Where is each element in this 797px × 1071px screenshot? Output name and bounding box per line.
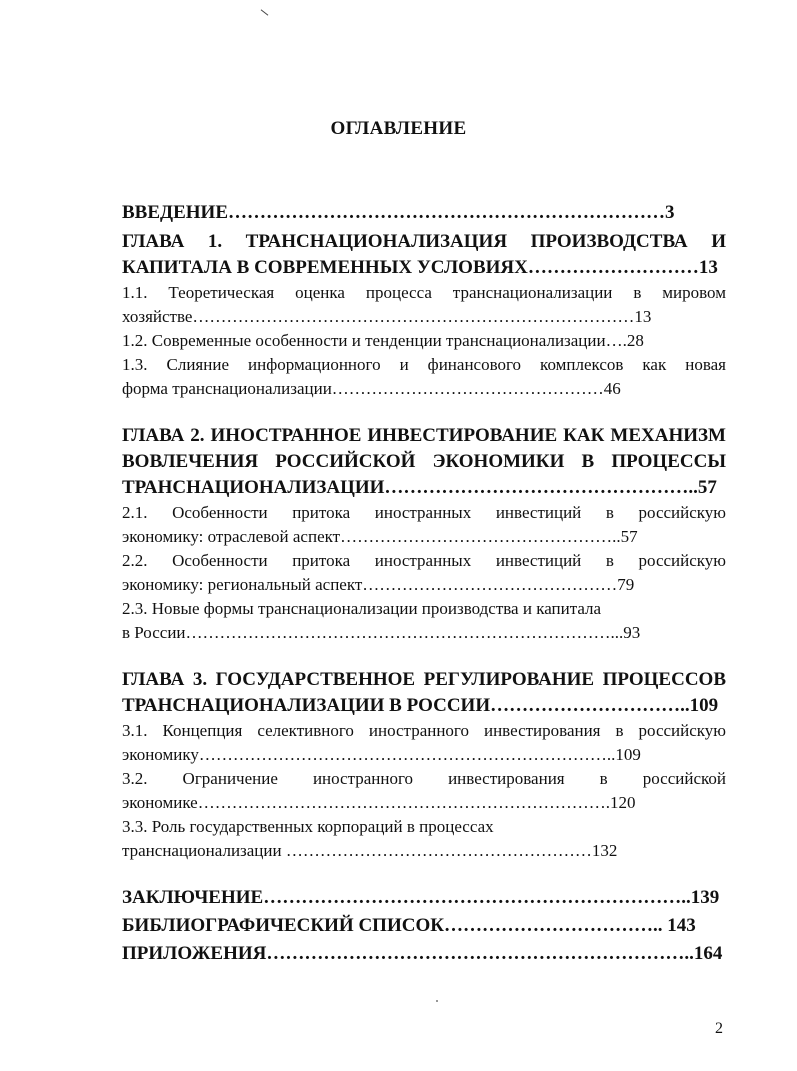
toc-entry-appendices[interactable] xyxy=(122,941,726,967)
toc-line: хозяйстве……………………………………………………………………13 xyxy=(122,307,652,326)
toc-entry-section-2-3[interactable] xyxy=(122,597,726,645)
page-title: ОГЛАВЛЕНИЕ xyxy=(330,118,467,139)
toc-line: экономику: отраслевой аспект…………………………………………..57 xyxy=(122,527,638,546)
toc-entry-section-3-3[interactable] xyxy=(122,815,726,863)
toc-line: экономике……………………………………………………………….120 xyxy=(122,793,636,812)
toc-entry-introduction[interactable] xyxy=(122,200,726,226)
toc-entry-section-1-1[interactable] xyxy=(122,281,726,329)
toc-line: ГЛАВА 2. ИНОСТРАННОЕ ИНВЕСТИРОВАНИЕ КАК МЕХАНИЗМ xyxy=(122,425,726,446)
toc-line: форма транснационализации…………………………………………46 xyxy=(122,379,621,398)
toc-line: 1.3. Слияние информационного и финансового комплексов как новая xyxy=(122,355,726,374)
toc-line: транснационализации ………………………………………………132 xyxy=(122,841,618,860)
toc-line: ГЛАВА 3. ГОСУДАРСТВЕННОЕ РЕГУЛИРОВАНИЕ ПРОЦЕССОВ xyxy=(122,669,726,690)
toc-line: в России…………………………………………………………………...93 xyxy=(122,623,641,642)
toc-entry-bibliography[interactable] xyxy=(122,913,726,939)
toc-entry-section-3-1[interactable] xyxy=(122,719,726,767)
table-of-contents xyxy=(122,200,726,967)
toc-entry-chapter-3[interactable] xyxy=(122,667,726,719)
toc-line: КАПИТАЛА В СОВРЕМЕННЫХ УСЛОВИЯХ………………………13 xyxy=(122,257,718,278)
toc-entry-section-1-2[interactable] xyxy=(122,329,726,353)
toc-entry-conclusion[interactable] xyxy=(122,885,726,911)
toc-entry-section-2-1[interactable] xyxy=(122,501,726,549)
toc-line: ВОВЛЕЧЕНИЯ РОССИЙСКОЙ ЭКОНОМИКИ В ПРОЦЕССЫ xyxy=(122,451,726,472)
toc-entry-section-3-2[interactable] xyxy=(122,767,726,815)
toc-line: ПРИЛОЖЕНИЯ…………………………………………………………..164 xyxy=(122,943,723,964)
toc-line: ВВЕДЕНИЕ……………………………………………………………3 xyxy=(122,202,675,223)
toc-line: 3.2. Ограничение иностранного инвестирования в российской xyxy=(122,769,726,788)
toc-line: БИБЛИОГРАФИЧЕСКИЙ СПИСОК…………………………….. 143 xyxy=(122,915,696,936)
toc-line: ГЛАВА 1. ТРАНСНАЦИОНАЛИЗАЦИЯ ПРОИЗВОДСТВА И xyxy=(122,231,726,252)
toc-line: экономику………………………………………………………………..109 xyxy=(122,745,641,764)
toc-entry-section-1-3[interactable] xyxy=(122,353,726,401)
toc-entry-chapter-1[interactable] xyxy=(122,229,726,281)
toc-line: 3.1. Концепция селективного иностранного инвестирования в российскую xyxy=(122,721,726,740)
toc-line: 3.3. Роль государственных корпораций в процессах xyxy=(122,817,494,836)
toc-line: 2.3. Новые формы транснационализации производства и капитала xyxy=(122,599,602,618)
toc-entry-chapter-2[interactable] xyxy=(122,423,726,501)
toc-line: ТРАНСНАЦИОНАЛИЗАЦИИ…………………………………………..57 xyxy=(122,477,717,498)
toc-line: 2.2. Особенности притока иностранных инвестиций в российскую xyxy=(122,551,726,570)
toc-line: 1.1. Теоретическая оценка процесса транснационализации в мировом xyxy=(122,283,726,302)
toc-line: ТРАНСНАЦИОНАЛИЗАЦИИ В РОССИИ…………………………..109 xyxy=(122,695,719,716)
scan-artifact xyxy=(261,9,269,15)
page-number: 2 xyxy=(715,1020,723,1037)
toc-line: ЗАКЛЮЧЕНИЕ…………………………………………………………..139 xyxy=(122,887,720,908)
toc-line: 1.2. Современные особенности и тенденции транснационализации….28 xyxy=(122,331,644,350)
toc-entry-section-2-2[interactable] xyxy=(122,549,726,597)
toc-line: 2.1. Особенности притока иностранных инвестиций в российскую xyxy=(122,503,726,522)
toc-line: экономику: региональный аспект………………………………………79 xyxy=(122,575,635,594)
scan-speck xyxy=(436,1000,438,1002)
